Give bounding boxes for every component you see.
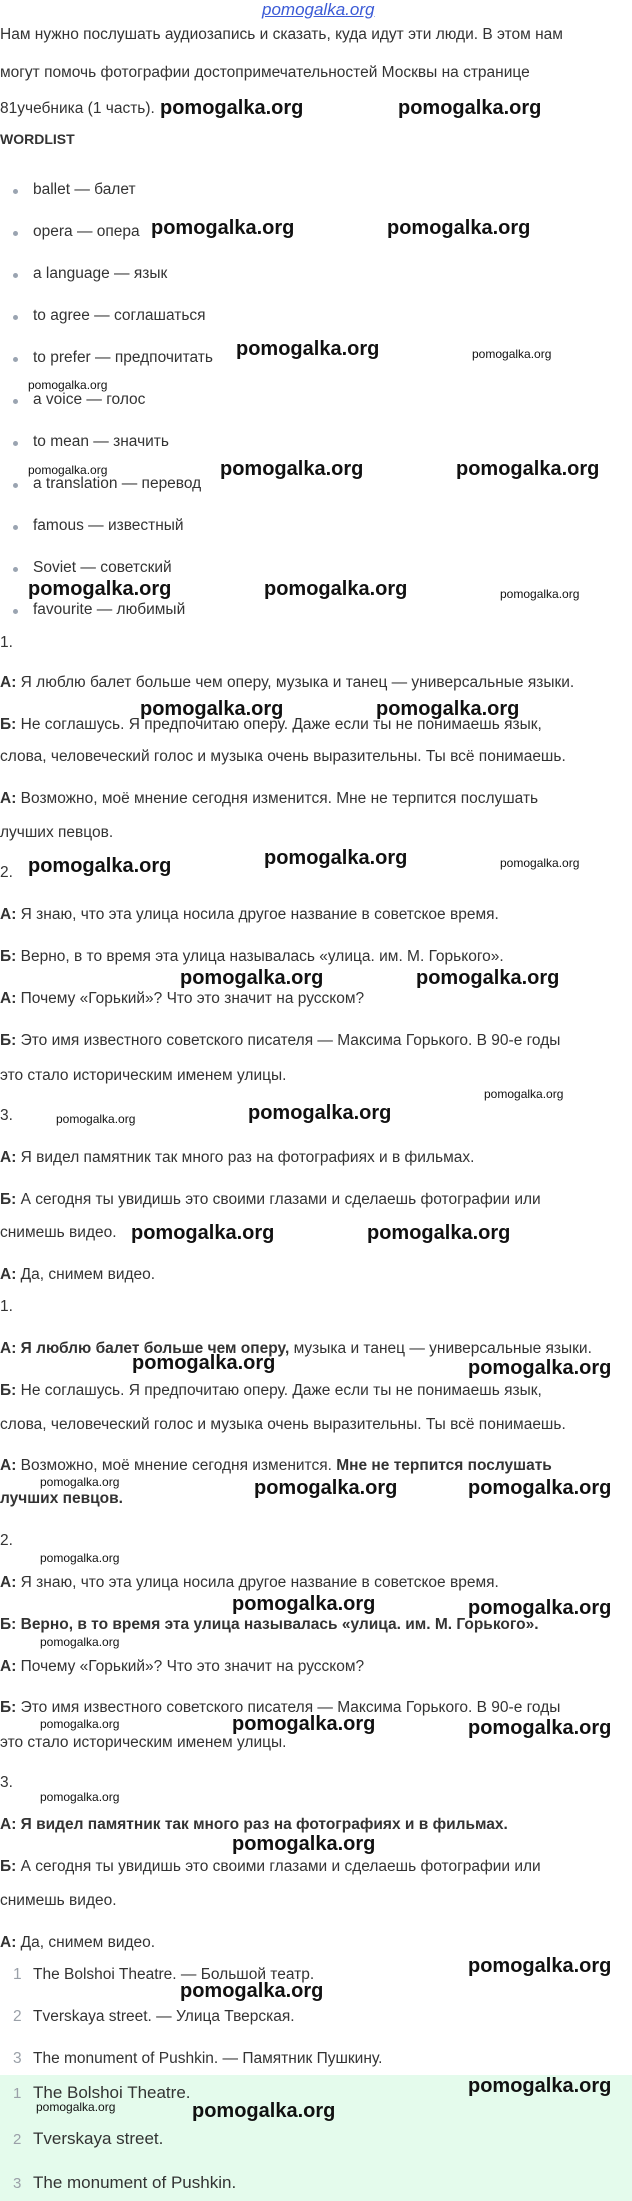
watermark: pomogalka.org bbox=[180, 967, 324, 989]
watermark: pomogalka.org bbox=[28, 578, 172, 600]
watermark: pomogalka.org bbox=[232, 1833, 376, 1855]
dialogue-line: Б: Это имя известного советского писателя — Максима Горького. В 90-е годы bbox=[0, 1699, 561, 1716]
bullet-icon bbox=[13, 357, 18, 362]
dialogue-line: снимешь видео. bbox=[0, 1892, 117, 1909]
dialogue-line: это стало историческим именем улицы. bbox=[0, 1734, 287, 1751]
watermark: pomogalka.org bbox=[40, 1635, 120, 1649]
watermark: pomogalka.org bbox=[28, 855, 172, 877]
bullet-icon bbox=[13, 399, 18, 404]
dialogue-line: слова, человеческий голос и музыка очень выразительны. Ты всё понимаешь. bbox=[0, 1416, 566, 1433]
dialogue-line: Б: А сегодня ты увидишь это своими глазами и сделаешь фотографии или bbox=[0, 1191, 541, 1208]
dialogue-number: 2. bbox=[0, 1532, 13, 1549]
watermark: pomogalka.org bbox=[367, 1222, 511, 1244]
bullet-icon bbox=[13, 231, 18, 236]
watermark: pomogalka.org bbox=[248, 1102, 392, 1124]
watermark: pomogalka.org bbox=[192, 2100, 336, 2122]
watermark: pomogalka.org bbox=[56, 1112, 136, 1126]
watermark: pomogalka.org bbox=[456, 458, 600, 480]
watermark: pomogalka.org bbox=[468, 1955, 612, 1977]
dialogue-line: А: Почему «Горький»? Что это значит на русском? bbox=[0, 990, 365, 1007]
dialogue-line: А: Возможно, моё мнение сегодня изменится. Мне не терпится послушать bbox=[0, 1457, 552, 1474]
dialogue-line: Б: Это имя известного советского писателя — Максима Горького. В 90-е годы bbox=[0, 1032, 561, 1049]
watermark: pomogalka.org bbox=[236, 338, 380, 360]
dialogue-line: А: Да, снимем видео. bbox=[0, 1934, 156, 1951]
watermark: pomogalka.org bbox=[140, 698, 284, 720]
dialogue-line: слова, человеческий голос и музыка очень выразительны. Ты всё понимаешь. bbox=[0, 748, 566, 765]
bullet-icon bbox=[13, 315, 18, 320]
watermark: pomogalka.org bbox=[232, 1593, 376, 1615]
watermark: pomogalka.org bbox=[40, 1551, 120, 1565]
bullet-icon bbox=[13, 525, 18, 530]
dialogue-line: А: Я видел памятник так много раз на фотографиях и в фильмах. bbox=[0, 1816, 508, 1833]
watermark: pomogalka.org bbox=[264, 578, 408, 600]
watermark: pomogalka.org bbox=[131, 1222, 275, 1244]
dialogue-line: А: Я знаю, что эта улица носила другое название в советское время. bbox=[0, 906, 499, 923]
dialogue-line: Б: А сегодня ты увидишь это своими глазами и сделаешь фотографии или bbox=[0, 1858, 541, 1875]
bullet-icon bbox=[13, 441, 18, 446]
dialogue-line: снимешь видео. bbox=[0, 1224, 117, 1241]
dialogue-line: это стало историческим именем улицы. bbox=[0, 1067, 287, 1084]
watermark: pomogalka.org bbox=[484, 1087, 564, 1101]
watermark: pomogalka.org bbox=[28, 463, 108, 477]
watermark: pomogalka.org bbox=[28, 378, 108, 392]
dialogue-line: А: Я люблю балет больше чем оперу, музыка и танец — универсальные языки. bbox=[0, 674, 575, 691]
dialogue-line: А: Я видел памятник так много раз на фотографиях и в фильмах. bbox=[0, 1149, 475, 1166]
intro-line-3: 81учебника (1 часть). bbox=[0, 100, 155, 117]
watermark: pomogalka.org bbox=[468, 1477, 612, 1499]
dialogue-line: А: Я знаю, что эта улица носила другое название в советское время. bbox=[0, 1574, 499, 1591]
bullet-icon bbox=[13, 567, 18, 572]
watermark: pomogalka.org bbox=[36, 2100, 116, 2114]
intro-line-1: Нам нужно послушать аудиозапись и сказать, куда идут эти люди. В этом нам bbox=[0, 26, 563, 43]
dialogue-number: 3. bbox=[0, 1107, 13, 1124]
dialogue-line: А: Я люблю балет больше чем оперу, музыка и танец — универсальные языки. bbox=[0, 1340, 592, 1357]
dialogue-number: 1. bbox=[0, 1298, 13, 1315]
dialogue-line: Б: Не соглашусь. Я предпочитаю оперу. Даже если ты не понимаешь язык, bbox=[0, 716, 542, 733]
watermark: pomogalka.org bbox=[500, 587, 580, 601]
watermark: pomogalka.org bbox=[500, 856, 580, 870]
watermark: pomogalka.org bbox=[472, 347, 552, 361]
dialogue-line: А: Да, снимем видео. bbox=[0, 1266, 156, 1283]
bullet-icon bbox=[13, 273, 18, 278]
watermark: pomogalka.org bbox=[160, 97, 304, 119]
watermark: pomogalka.org bbox=[468, 1717, 612, 1739]
dialogue-line: Б: Верно, в то время эта улица называлась «улица. им. М. Горького». bbox=[0, 948, 504, 965]
dialogue-number: 3. bbox=[0, 1774, 13, 1791]
bullet-icon bbox=[13, 483, 18, 488]
watermark: pomogalka.org bbox=[376, 698, 520, 720]
watermark: pomogalka.org bbox=[468, 2075, 612, 2097]
watermark: pomogalka.org bbox=[220, 458, 364, 480]
dialogue-number: 2. bbox=[0, 864, 13, 881]
watermark: pomogalka.org bbox=[232, 1713, 376, 1735]
watermark: pomogalka.org bbox=[180, 1980, 324, 2002]
intro-line-2: могут помочь фотографии достопримечательностей Москвы на странице bbox=[0, 64, 530, 81]
dialogue-line: лучших певцов. bbox=[0, 1490, 123, 1507]
bullet-icon bbox=[13, 609, 18, 614]
site-logo-link[interactable]: pomogalka.org bbox=[262, 0, 375, 19]
watermark: pomogalka.org bbox=[468, 1357, 612, 1379]
dialogue-line: Б: Не соглашусь. Я предпочитаю оперу. Даже если ты не понимаешь язык, bbox=[0, 1382, 542, 1399]
watermark: pomogalka.org bbox=[387, 217, 531, 239]
watermark: pomogalka.org bbox=[40, 1475, 120, 1489]
wordlist-title: WORDLIST bbox=[0, 131, 75, 147]
bullet-icon bbox=[13, 189, 18, 194]
dialogue-line: А: Почему «Горький»? Что это значит на русском? bbox=[0, 1658, 365, 1675]
dialogue-line: Б: Верно, в то время эта улица называлась «улица. им. М. Горького». bbox=[0, 1616, 539, 1633]
dialogue-line: А: Возможно, моё мнение сегодня изменится. Мне не терпится послушать bbox=[0, 790, 539, 807]
watermark: pomogalka.org bbox=[151, 217, 295, 239]
watermark: pomogalka.org bbox=[40, 1717, 120, 1731]
dialogue-number: 1. bbox=[0, 634, 13, 651]
watermark: pomogalka.org bbox=[254, 1477, 398, 1499]
watermark: pomogalka.org bbox=[468, 1597, 612, 1619]
watermark: pomogalka.org bbox=[40, 1790, 120, 1804]
watermark: pomogalka.org bbox=[132, 1352, 276, 1374]
dialogue-line: лучших певцов. bbox=[0, 824, 114, 841]
watermark: pomogalka.org bbox=[416, 967, 560, 989]
watermark: pomogalka.org bbox=[398, 97, 542, 119]
watermark: pomogalka.org bbox=[264, 847, 408, 869]
